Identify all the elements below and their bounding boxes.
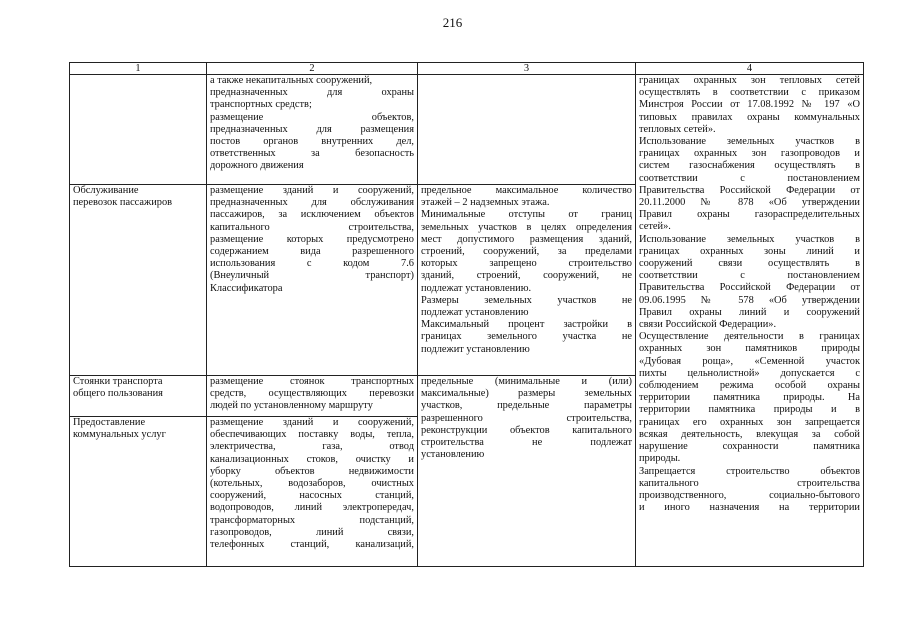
text-line: размещение зданий и сооружений,: [210, 185, 414, 196]
text-line: средств, осуществляющих перевозки: [210, 388, 414, 400]
text-line: реконструкции объектов капитального: [421, 424, 632, 436]
text-line: Правил охраны газораспределительных: [639, 209, 860, 221]
text-line: электричества, газа, отвод: [210, 441, 414, 453]
text-line: Минимальные отступы от границ: [421, 209, 632, 221]
text-line: перевозок пассажиров: [73, 197, 173, 209]
text-line: тепловых сетей».: [639, 123, 716, 135]
text-line: осуществлять в соответствии с приказом: [639, 87, 860, 99]
text-line: (котельных, водозаборов, очистных: [210, 478, 414, 490]
text-line: подлежит установлению: [421, 343, 530, 355]
col-header-4: 4: [636, 63, 864, 75]
row1-parameters: [418, 185, 636, 376]
text-line: капитального строительства,: [210, 221, 414, 233]
text-line: границах его охранных зон запрещается: [639, 416, 860, 428]
text-line: предназначенных для обслуживания: [210, 197, 414, 209]
text-line: подлежат установлению: [421, 307, 529, 319]
row3-description: [207, 417, 418, 567]
row2-use-name: [70, 376, 207, 417]
text-line: земельных участков в целях определения: [421, 221, 632, 233]
text-line: Использование земельных участков в: [639, 233, 860, 245]
text-line: соблюдением режима особой охраны: [639, 380, 860, 392]
text-line: Размеры земельных участков не: [421, 294, 632, 306]
text-line: размещение объектов,: [210, 111, 414, 123]
text-line: размещение зданий и сооружений,: [210, 417, 414, 428]
text-line: зданий, строений, сооружений, не: [421, 270, 632, 282]
text-line: типовых правилах охраны коммунальных: [639, 111, 860, 123]
text-line: предельные (минимальные и (или): [421, 376, 632, 387]
text-line: коммунальных услуг: [73, 429, 166, 441]
text-line: транспортных средств;: [210, 99, 312, 111]
row0-use-name: [70, 75, 207, 185]
row1-description: [207, 185, 418, 376]
text-line: содержанием вида разрешенного: [210, 246, 414, 258]
text-line: границах земельного участка не: [421, 331, 632, 343]
text-line: Обслуживание: [73, 185, 139, 196]
text-line: пихты цельнолистной» допускается с: [639, 367, 860, 379]
text-line: максимальные) размеры земельных: [421, 388, 632, 400]
text-line: ответственных за безопасность: [210, 148, 414, 160]
text-line: мест допустимого размещения зданий,: [421, 233, 632, 245]
text-line: 20.11.2000 № 878 «Об утверждении: [639, 197, 860, 209]
text-line: сооружений, насосных станций,: [210, 490, 414, 502]
text-line: капитального строительства: [639, 477, 860, 489]
text-line: Использование земельных участков в: [639, 136, 860, 148]
text-line: которых запрещено строительство: [421, 258, 632, 270]
text-line: территории памятника природы и в: [639, 404, 860, 416]
row2-description: [207, 376, 418, 417]
text-line: строительства не подлежат: [421, 437, 632, 449]
row0-parameters: [418, 75, 636, 185]
text-line: уборку объектов недвижимости: [210, 465, 414, 477]
text-line: производственного, социально-бытового: [639, 489, 860, 501]
text-line: связи Российской Федерации».: [639, 319, 777, 331]
text-line: установлению: [421, 449, 485, 461]
text-line: трансформаторных подстанций,: [210, 514, 414, 526]
text-line: водопроводов, линий электропередач,: [210, 502, 414, 514]
col-header-3: 3: [418, 63, 636, 75]
text-line: нарушение сохранности памятника: [639, 441, 860, 453]
text-line: подлежат установлению.: [421, 282, 532, 294]
text-line: Стоянки транспорта: [73, 376, 163, 387]
text-line: Максимальный процент застройки в: [421, 319, 632, 331]
restrictions-cell: [636, 75, 864, 567]
text-line: обеспечивающих поставку воды, тепла,: [210, 429, 414, 441]
text-line: всякая деятельность, влекущая за собой: [639, 428, 860, 440]
row2-3-parameters: [418, 376, 636, 567]
text-line: использования с кодом 7.6: [210, 258, 414, 270]
text-line: размещение стоянок транспортных: [210, 376, 414, 387]
text-line: постов органов внутренних дел,: [210, 136, 414, 148]
table-row: [70, 75, 864, 185]
text-line: границах охранных зоны линий и: [639, 245, 860, 257]
text-line: 09.06.1995 № 578 «Об утверждении: [639, 294, 860, 306]
text-line: Правительства Российской Федерации от: [639, 282, 860, 294]
row0-description: [207, 75, 418, 185]
text-line: Осуществление деятельности в границах: [639, 331, 860, 343]
text-line: Предоставление: [73, 417, 146, 428]
text-line: предельное максимальное количество: [421, 185, 632, 196]
row1-use-name: [70, 185, 207, 376]
text-line: канализационных стоков, очистку и: [210, 453, 414, 465]
text-line: общего пользования: [73, 388, 163, 400]
text-line: газопроводов, линий связи,: [210, 526, 414, 538]
table-header-row: [70, 63, 864, 75]
text-line: и иного назначения на территории: [639, 502, 860, 514]
text-line: охранных зон памятников природы: [639, 343, 860, 355]
text-line: сетей».: [639, 221, 671, 233]
col-header-2: 2: [207, 63, 418, 75]
zoning-table: [69, 62, 864, 567]
text-line: (Внеуличный транспорт): [210, 270, 414, 282]
text-line: людей по установленному маршруту: [210, 400, 373, 412]
text-line: предназначенных для охраны: [210, 87, 414, 99]
text-line: систем газоснабжения осуществлять в: [639, 160, 860, 172]
text-line: этажей – 2 надземных этажа.: [421, 197, 550, 209]
col-header-1: 1: [70, 63, 207, 75]
text-line: размещение которых предусмотрено: [210, 233, 414, 245]
text-line: дорожного движения: [210, 160, 304, 172]
text-line: Классификатора: [210, 282, 283, 294]
text-line: природы.: [639, 453, 681, 465]
text-line: разрешенного строительства,: [421, 412, 632, 424]
text-line: пассажиров, за исключением объектов: [210, 209, 414, 221]
text-line: Минстроя России от 17.08.1992 № 197 «О: [639, 99, 860, 111]
text-line: Правил охраны линий и сооружений: [639, 306, 860, 318]
text-line: телефонных станций, канализаций,: [210, 539, 414, 551]
text-line: соответствии с постановлением: [639, 172, 860, 184]
text-line: границах охранных зон газопроводов и: [639, 148, 860, 160]
text-line: границах охранных зон тепловых сетей: [639, 75, 860, 86]
text-line: Правительства Российской Федерации от: [639, 184, 860, 196]
text-line: строений, сооружений, за пределами: [421, 246, 632, 258]
text-line: предназначенных для размещения: [210, 123, 414, 135]
text-line: «Дубовая роща», «Семенной участок: [639, 355, 860, 367]
text-line: а также некапитальных сооружений,: [210, 75, 373, 86]
text-line: Запрещается строительство объектов: [639, 465, 860, 477]
page-number: 216: [442, 15, 463, 30]
text-line: соответствии с постановлением: [639, 270, 860, 282]
row3-use-name: [70, 417, 207, 567]
text-line: территории памятника природы. На: [639, 392, 860, 404]
text-line: сооружений связи осуществлять в: [639, 258, 860, 270]
text-line: участков, предельные параметры: [421, 400, 632, 412]
